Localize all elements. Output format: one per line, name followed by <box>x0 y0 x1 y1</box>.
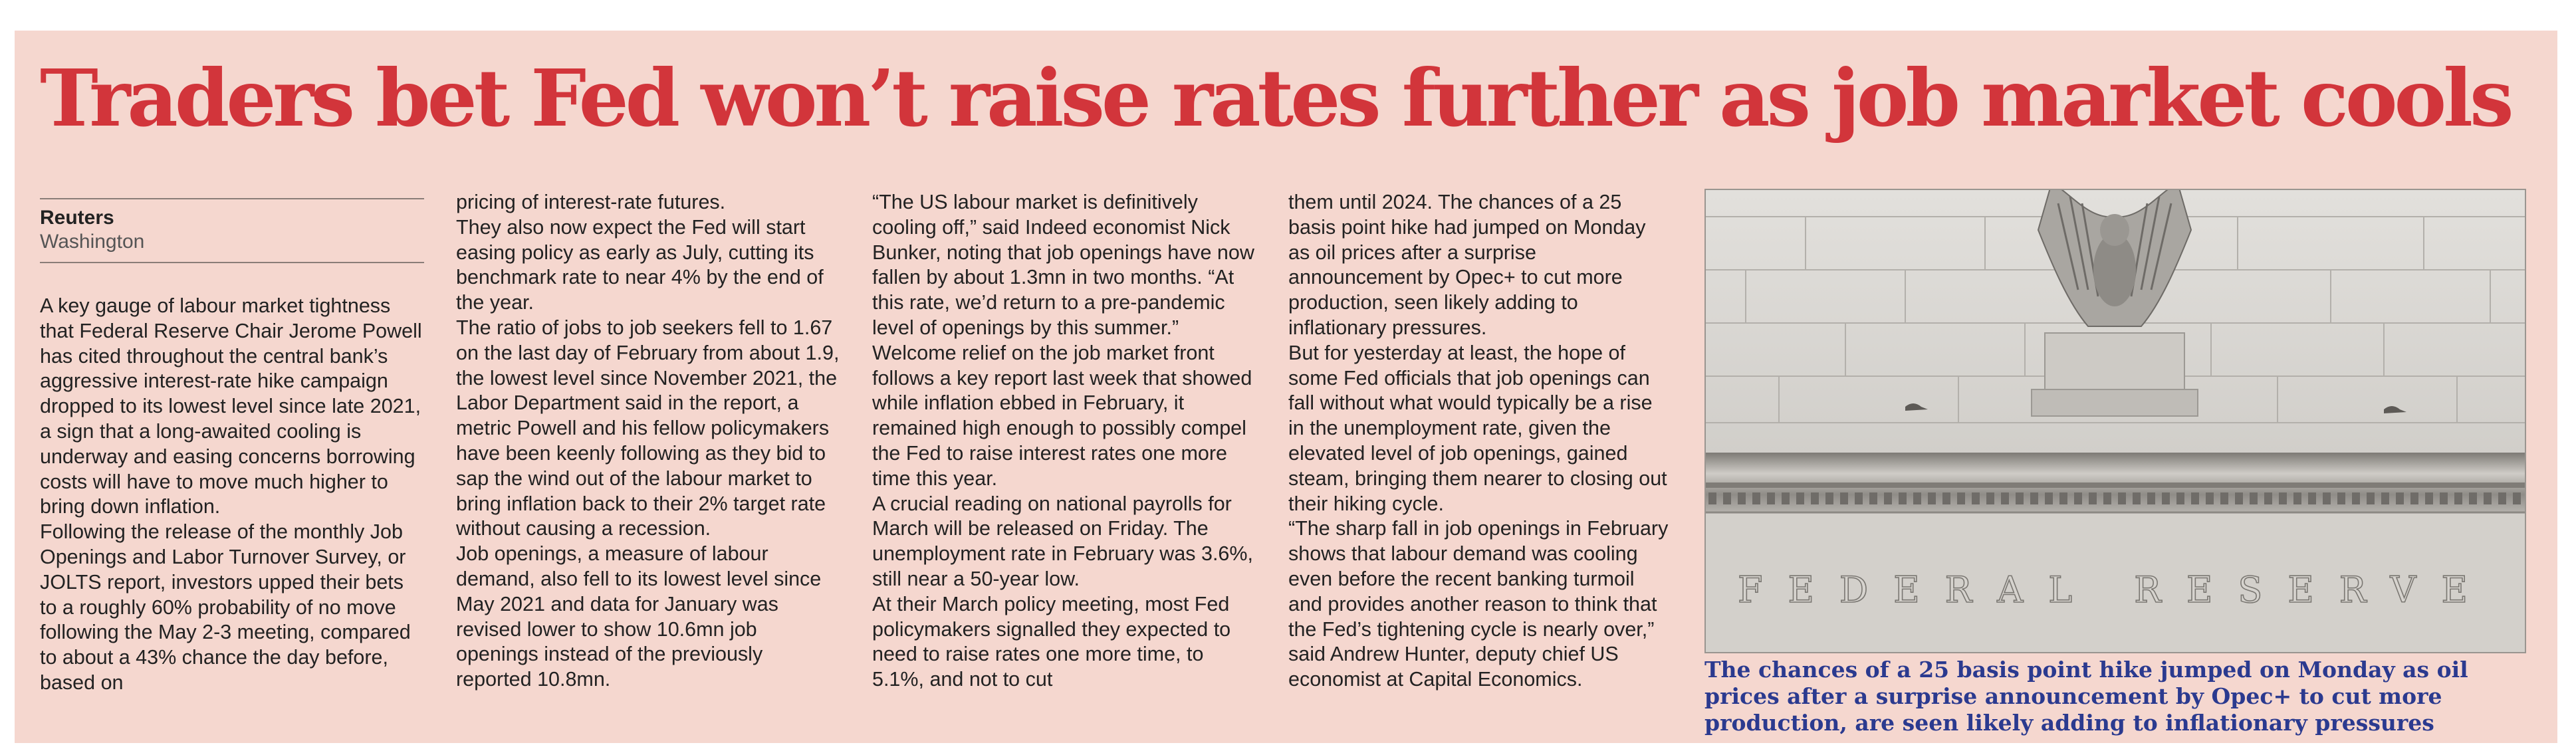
paragraph: pricing of interest-rate futures. <box>456 191 726 213</box>
paragraph: Welcome relief on the job market front follows a key report last week that showed while inflation ebbed in February, it remained high enough to possibly compel the Fed to raise interest rates one more time this year. <box>872 341 1252 490</box>
photo-caption: The chances of a 25 basis point hike jumped on Monday as oil prices after a surprise announcement by Opec+ to cut more production, are seen likely adding to inflationary pressures <box>1704 657 2468 736</box>
paragraph: “The US labour market is definitively cooling off,” said Indeed economist Nick Bunker, noting that job openings have now fallen by about 1.3mn in two months. “At this rate, we’d return to a pre-pandemic level of openings by this summer.” <box>872 191 1254 339</box>
article-column-1 <box>40 190 424 696</box>
paragraph: They also now expect the Fed will start easing policy as early as July, cutting its benchmark rate to near 4% by the end of the year. <box>456 215 824 314</box>
photo-inscription: FEDERAL RESERVE <box>1738 569 2493 611</box>
paragraph: But for yesterday at least, the hope of some Fed officials that job openings can fall without what would typically be a rise in the unemployment rate, given the elevated level of job openings, gained steam, bringing them nearer to closing out their hiking cycle. <box>1288 341 1667 515</box>
paragraph: The ratio of jobs to job seekers fell to 1.67 on the last day of February from about 1.9, the lowest level since November 2021, the Labor Department said in the report, a metric Powell and his fellow policymakers have been keenly following as they bid to sap the wind out of the labour market to bring inflation back to their 2% target rate without causing a recession. <box>456 316 840 540</box>
paragraph: A key gauge of labour market tightness that Federal Reserve Chair Jerome Powell has cited throughout the central bank’s aggressive interest-rate hike campaign dropped to its lowest level since late 2021, a sign that a long-awaited cooling is underway and easing concerns borrowing costs will have to move much higher to bring down inflation. <box>40 294 422 518</box>
paragraph: A crucial reading on national payrolls for March will be released on Friday. The unemployment rate in February was 3.6%, still near a 50-year low. <box>872 492 1253 590</box>
byline-location: Washington <box>40 231 145 253</box>
federal-reserve-photo <box>1704 189 2526 653</box>
headline: Traders bet Fed won’t raise rates further as job market cools <box>40 52 2511 144</box>
byline <box>40 198 424 263</box>
paragraph: them until 2024. The chances of a 25 basis point hike had jumped on Monday as oil prices after a surprise announcement by Opec+ to cut more production, seen likely adding to inflationary pressures. <box>1288 191 1646 339</box>
paragraph: Job openings, a measure of labour demand, also fell to its lowest level since May 2021 and data for January was revised lower to show 10.6mn job openings instead of the previously reported 10.8mn. <box>456 542 822 691</box>
article-panel <box>15 31 2557 743</box>
paragraph: At their March policy meeting, most Fed policymakers signalled they expected to need to raise rates one more time, to 5.1%, and not to cut <box>872 592 1231 691</box>
byline-agency: Reuters <box>40 207 114 229</box>
article-column-4 <box>1288 190 1673 693</box>
article-column-2 <box>456 190 840 693</box>
article-column-3 <box>872 190 1256 693</box>
paragraph: “The sharp fall in job openings in February shows that labour demand was cooling even before the recent banking turmoil and provides another reason to think that the Fed’s tightening cycle is nearly over,” said Andrew Hunter, deputy chief US economist at Capital Economics. <box>1288 517 1669 691</box>
paragraph: Following the release of the monthly Job Openings and Labor Turnover Survey, or JOLTS report, investors upped their bets to a roughly 60% probability of no move following the May 2-3 meeting, compared to about a 43% chance the day before, based on <box>40 520 411 694</box>
